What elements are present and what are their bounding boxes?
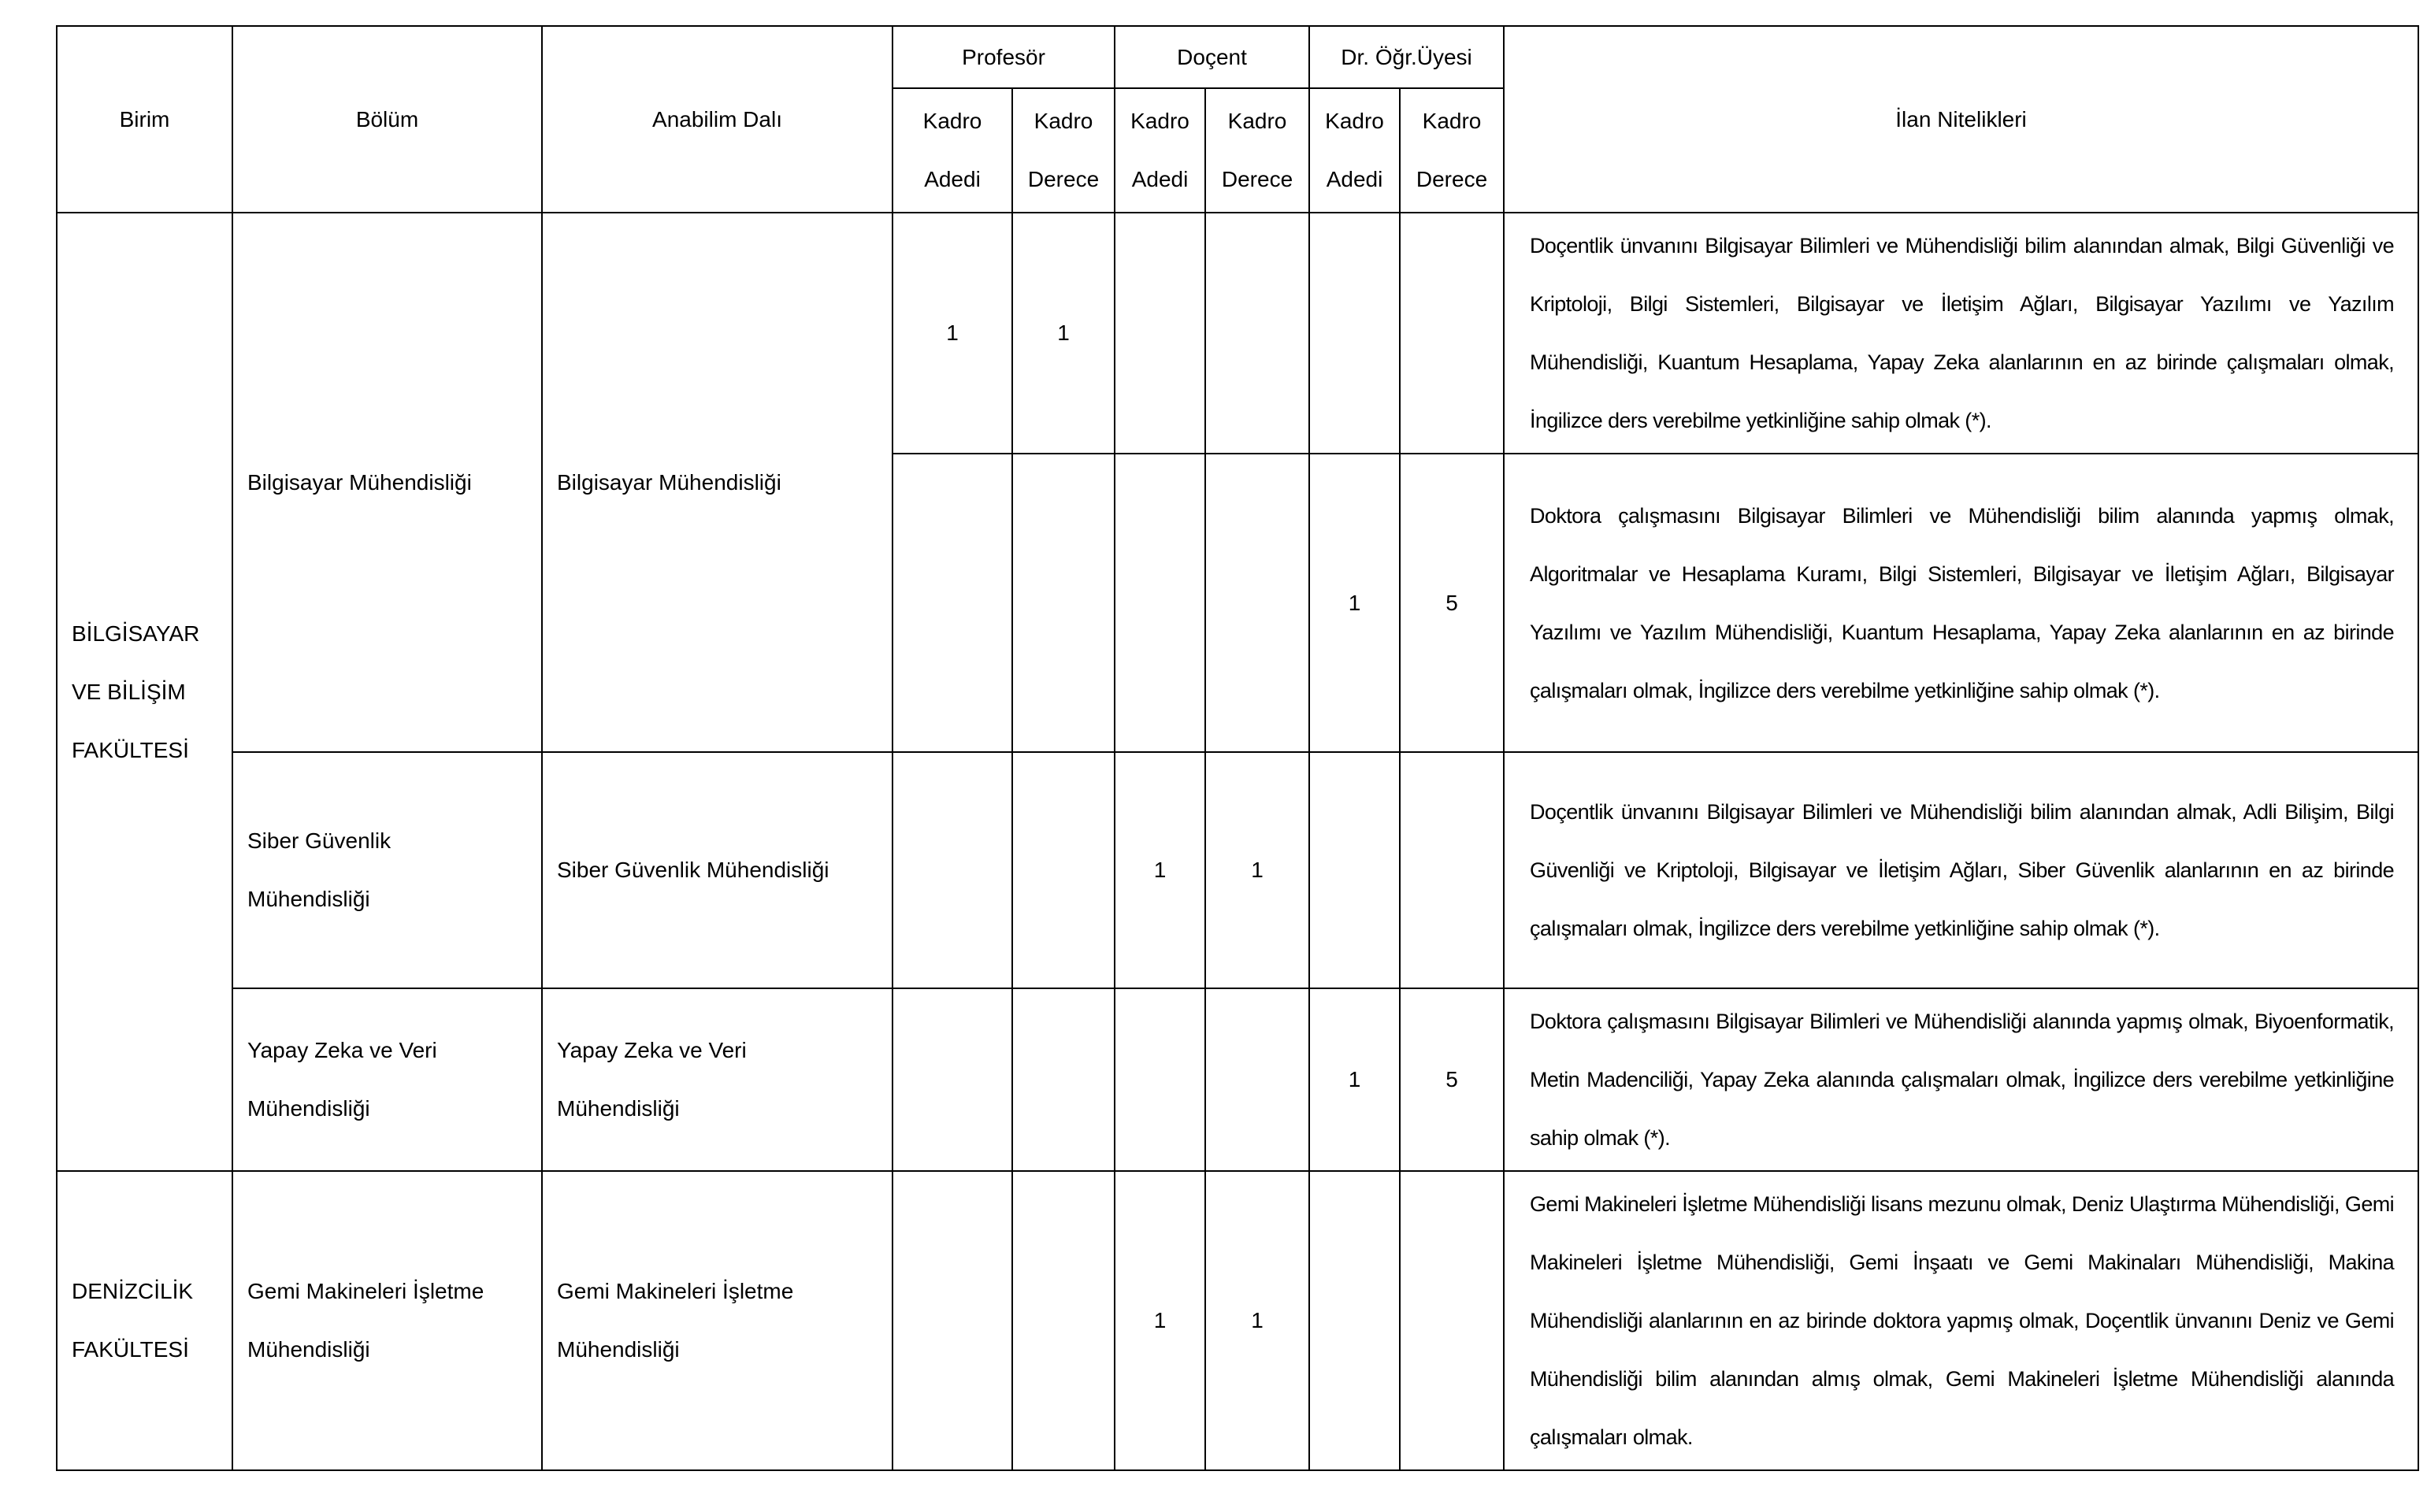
prof-adet-cell	[892, 988, 1012, 1171]
ilan-cell: Doçentlik ünvanını Bilgisayar Bilimleri ve Mühendisliği bilim alanından almak, Bilgi Güvenliği ve Kriptoloji, Bilgi Sistemleri, Bilgisayar ve İletişim Ağları, Bilgisayar Yazılımı ve Yazılım Mühendisliği, Kuantum Hesaplama, Yapay Zeka alanlarının en az birinde çalışmaları olmak, İngilizce ders verebilme yetkinliğine sahip olmak (*).	[1504, 213, 2418, 454]
header-prof-adet: Kadro Adedi	[892, 88, 1012, 213]
dr-adet-cell: 1	[1309, 988, 1400, 1171]
doc-adet-cell: 1	[1115, 752, 1205, 988]
prof-adet-cell	[892, 454, 1012, 752]
dr-derece-cell: 5	[1400, 988, 1504, 1171]
bolum-cell: Bilgisayar Mühendisliği	[232, 213, 542, 752]
prof-derece-cell	[1012, 752, 1115, 988]
anabilim-cell: Siber Güvenlik Mühendisliği	[542, 752, 892, 988]
prof-adet-cell: 1	[892, 213, 1012, 454]
doc-adet-cell	[1115, 988, 1205, 1171]
prof-adet-cell	[892, 1171, 1012, 1470]
birim-cell: DENİZCİLİK FAKÜLTESİ	[57, 1171, 232, 1470]
dr-derece-cell: 5	[1400, 454, 1504, 752]
header-dr-derece: Kadro Derece	[1400, 88, 1504, 213]
header-dr-adet: Kadro Adedi	[1309, 88, 1400, 213]
ilan-cell: Doktora çalışmasını Bilgisayar Bilimleri ve Mühendisliği bilim alanında yapmış olmak, Algoritmalar ve Hesaplama Kuramı, Bilgi Sistemleri, Bilgisayar ve İletişim Ağları, Bilgisayar Yazılımı ve Yazılım Mühendisliği, Kuantum Hesaplama, Yapay Zeka alanlarının en az birinde çalışmaları olmak, İngilizce ders verebilme yetkinliğine sahip olmak (*).	[1504, 454, 2418, 752]
doc-derece-cell	[1205, 454, 1309, 752]
header-doc-adet: Kadro Adedi	[1115, 88, 1205, 213]
anabilim-cell: Gemi Makineleri İşletme Mühendisliği	[542, 1171, 892, 1470]
header-docent: Doçent	[1115, 26, 1309, 88]
prof-derece-cell	[1012, 454, 1115, 752]
ilan-cell: Gemi Makineleri İşletme Mühendisliği lisans mezunu olmak, Deniz Ulaştırma Mühendisliği, Gemi Makineleri İşletme Mühendisliği, Gemi İnşaatı ve Gemi Makinaları Mühendisliği, Makina Mühendisliği alanlarının en az birinde doktora yapmış olmak, Doçentlik ünvanını Deniz ve Gemi Mühendisliği bilim alanından almış olmak, Gemi Makineleri İşletme Mühendisliği alanında çalışmaları olmak.	[1504, 1171, 2418, 1470]
bolum-cell: Siber Güvenlik Mühendisliği	[232, 752, 542, 988]
dr-derece-cell	[1400, 752, 1504, 988]
header-ilan: İlan Nitelikleri	[1504, 26, 2418, 213]
dr-derece-cell	[1400, 1171, 1504, 1470]
doc-adet-cell: 1	[1115, 1171, 1205, 1470]
prof-derece-cell	[1012, 1171, 1115, 1470]
anabilim-cell: Bilgisayar Mühendisliği	[542, 213, 892, 752]
doc-derece-cell: 1	[1205, 1171, 1309, 1470]
header-row-1	[57, 26, 2418, 88]
prof-derece-cell: 1	[1012, 213, 1115, 454]
prof-adet-cell	[892, 752, 1012, 988]
header-dr-ogr: Dr. Öğr.Üyesi	[1309, 26, 1504, 88]
positions-table	[56, 25, 2419, 1471]
table-row	[57, 752, 2418, 988]
ilan-cell: Doçentlik ünvanını Bilgisayar Bilimleri ve Mühendisliği bilim alanından almak, Adli Bilişim, Bilgi Güvenliği ve Kriptoloji, Bilgisayar ve İletişim Ağları, Siber Güvenlik alanlarının en az birinde çalışmaları olmak, İngilizce ders verebilme yetkinliğine sahip olmak (*).	[1504, 752, 2418, 988]
dr-adet-cell	[1309, 752, 1400, 988]
dr-adet-cell	[1309, 1171, 1400, 1470]
header-birim: Birim	[57, 26, 232, 213]
bolum-cell: Yapay Zeka ve Veri Mühendisliği	[232, 988, 542, 1171]
ilan-cell: Doktora çalışmasını Bilgisayar Bilimleri ve Mühendisliği alanında yapmış olmak, Biyoenformatik, Metin Madenciliği, Yapay Zeka alanında çalışmaları olmak, İngilizce ders verebilme yetkinliğine sahip olmak (*).	[1504, 988, 2418, 1171]
table-row	[57, 213, 2418, 454]
doc-adet-cell	[1115, 213, 1205, 454]
header-profesor: Profesör	[892, 26, 1115, 88]
header-doc-derece: Kadro Derece	[1205, 88, 1309, 213]
doc-derece-cell	[1205, 988, 1309, 1171]
dr-adet-cell	[1309, 213, 1400, 454]
dr-adet-cell: 1	[1309, 454, 1400, 752]
header-prof-derece: Kadro Derece	[1012, 88, 1115, 213]
doc-adet-cell	[1115, 454, 1205, 752]
prof-derece-cell	[1012, 988, 1115, 1171]
doc-derece-cell: 1	[1205, 752, 1309, 988]
table-row	[57, 988, 2418, 1171]
table-row	[57, 1171, 2418, 1470]
doc-derece-cell	[1205, 213, 1309, 454]
anabilim-cell: Yapay Zeka ve Veri Mühendisliği	[542, 988, 892, 1171]
header-anabilim: Anabilim Dalı	[542, 26, 892, 213]
birim-cell: BİLGİSAYAR VE BİLİŞİM FAKÜLTESİ	[57, 213, 232, 1171]
dr-derece-cell	[1400, 213, 1504, 454]
bolum-cell: Gemi Makineleri İşletme Mühendisliği	[232, 1171, 542, 1470]
header-bolum: Bölüm	[232, 26, 542, 213]
